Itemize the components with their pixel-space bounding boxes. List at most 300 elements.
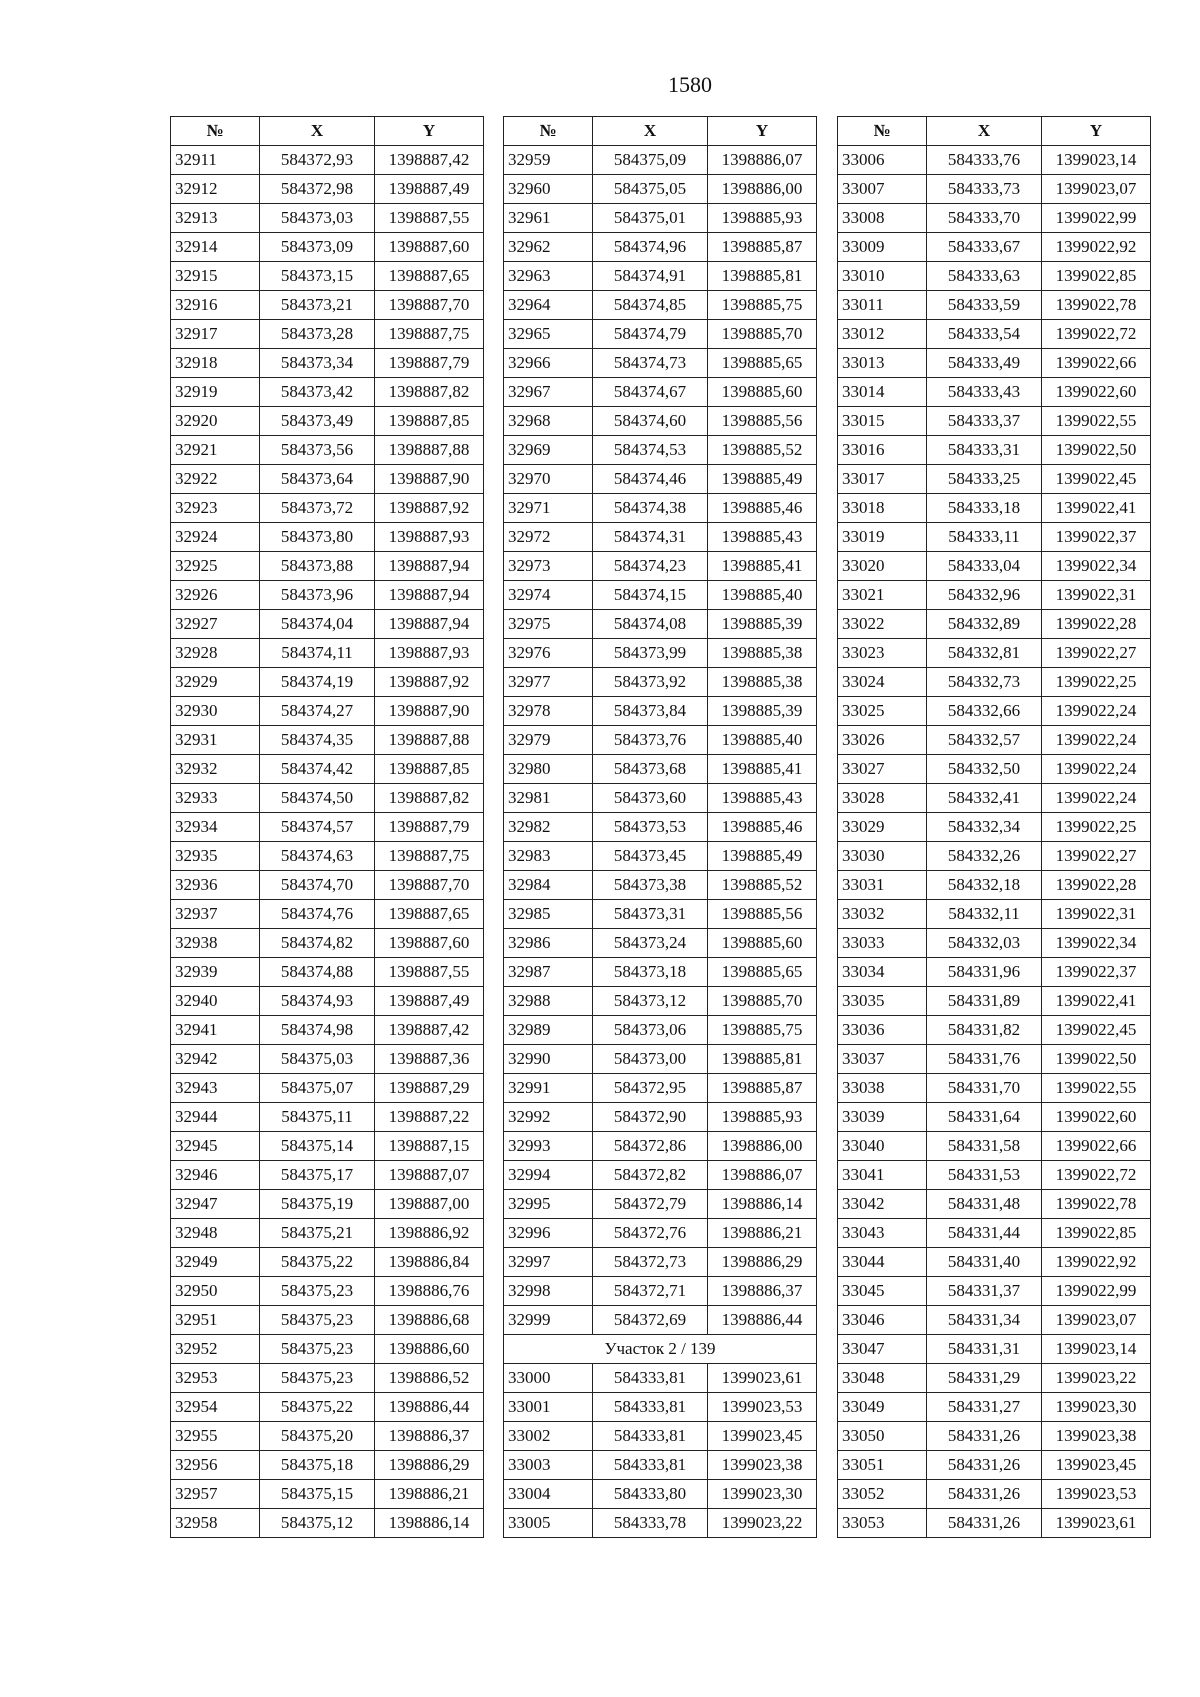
table-row (838, 1364, 1151, 1393)
point-number-cell: 32980 (504, 755, 593, 784)
y-coordinate-cell: 1398887,90 (375, 697, 484, 726)
x-coordinate-cell: 584373,60 (593, 784, 708, 813)
point-number-cell: 33029 (838, 813, 927, 842)
x-coordinate-cell: 584374,31 (593, 523, 708, 552)
x-coordinate-cell: 584375,12 (260, 1509, 375, 1538)
point-number-cell: 33005 (504, 1509, 593, 1538)
x-coordinate-cell: 584333,18 (927, 494, 1042, 523)
table-row (504, 1364, 817, 1393)
x-coordinate-cell: 584331,26 (927, 1451, 1042, 1480)
x-coordinate-cell: 584373,24 (593, 929, 708, 958)
table-row (504, 552, 817, 581)
table-row (171, 204, 484, 233)
y-coordinate-cell: 1398885,60 (708, 929, 817, 958)
y-coordinate-cell: 1398885,39 (708, 610, 817, 639)
x-coordinate-cell: 584333,63 (927, 262, 1042, 291)
table-row (838, 1335, 1151, 1364)
point-number-cell: 32920 (171, 407, 260, 436)
y-coordinate-cell: 1398886,76 (375, 1277, 484, 1306)
x-coordinate-cell: 584374,08 (593, 610, 708, 639)
x-coordinate-cell: 584333,04 (927, 552, 1042, 581)
y-coordinate-cell: 1398887,65 (375, 262, 484, 291)
point-number-cell: 32986 (504, 929, 593, 958)
y-coordinate-cell: 1398887,82 (375, 784, 484, 813)
x-coordinate-cell: 584331,27 (927, 1393, 1042, 1422)
table-row (504, 697, 817, 726)
y-coordinate-cell: 1399022,25 (1042, 813, 1151, 842)
point-number-cell: 32968 (504, 407, 593, 436)
table-row (838, 842, 1151, 871)
point-number-cell: 32991 (504, 1074, 593, 1103)
point-number-cell: 32975 (504, 610, 593, 639)
table-header-row (838, 117, 1151, 146)
y-coordinate-cell: 1398887,70 (375, 871, 484, 900)
point-number-cell: 33008 (838, 204, 927, 233)
x-coordinate-cell: 584372,69 (593, 1306, 708, 1335)
point-number-cell: 32928 (171, 639, 260, 668)
x-coordinate-cell: 584375,23 (260, 1306, 375, 1335)
y-coordinate-cell: 1398887,49 (375, 175, 484, 204)
table-row (504, 958, 817, 987)
x-coordinate-cell: 584332,18 (927, 871, 1042, 900)
y-coordinate-cell: 1398886,44 (375, 1393, 484, 1422)
point-number-cell: 32950 (171, 1277, 260, 1306)
x-coordinate-cell: 584374,15 (593, 581, 708, 610)
table-row (838, 697, 1151, 726)
x-coordinate-cell: 584372,79 (593, 1190, 708, 1219)
x-coordinate-cell: 584331,53 (927, 1161, 1042, 1190)
table-row (171, 639, 484, 668)
x-coordinate-cell: 584372,76 (593, 1219, 708, 1248)
y-coordinate-cell: 1398887,94 (375, 610, 484, 639)
point-number-cell: 33031 (838, 871, 927, 900)
x-coordinate-cell: 584373,72 (260, 494, 375, 523)
y-coordinate-cell: 1398885,43 (708, 784, 817, 813)
table-row (838, 494, 1151, 523)
x-coordinate-cell: 584333,59 (927, 291, 1042, 320)
point-number-cell: 33041 (838, 1161, 927, 1190)
point-number-cell: 32957 (171, 1480, 260, 1509)
y-coordinate-cell: 1398885,43 (708, 523, 817, 552)
y-coordinate-cell: 1398885,70 (708, 987, 817, 1016)
x-coordinate-cell: 584373,18 (593, 958, 708, 987)
x-coordinate-cell: 584373,96 (260, 581, 375, 610)
point-number-cell: 32967 (504, 378, 593, 407)
point-number-cell: 33007 (838, 175, 927, 204)
x-coordinate-cell: 584375,23 (260, 1335, 375, 1364)
point-number-cell: 33015 (838, 407, 927, 436)
y-coordinate-cell: 1398885,40 (708, 726, 817, 755)
point-number-cell: 33012 (838, 320, 927, 349)
y-coordinate-cell: 1398887,94 (375, 581, 484, 610)
table-row (838, 929, 1151, 958)
y-coordinate-cell: 1399022,55 (1042, 1074, 1151, 1103)
y-coordinate-cell: 1399022,72 (1042, 1161, 1151, 1190)
y-coordinate-cell: 1398885,41 (708, 755, 817, 784)
point-number-cell: 32979 (504, 726, 593, 755)
y-coordinate-cell: 1399023,07 (1042, 175, 1151, 204)
table-row (171, 1132, 484, 1161)
header-x: X (260, 117, 375, 146)
point-number-cell: 32983 (504, 842, 593, 871)
table-row (171, 871, 484, 900)
point-number-cell: 32972 (504, 523, 593, 552)
x-coordinate-cell: 584373,76 (593, 726, 708, 755)
x-coordinate-cell: 584374,23 (593, 552, 708, 581)
table-row (838, 1045, 1151, 1074)
x-coordinate-cell: 584332,03 (927, 929, 1042, 958)
y-coordinate-cell: 1398887,88 (375, 436, 484, 465)
table-row (504, 1393, 817, 1422)
table-row (171, 1219, 484, 1248)
table-row (171, 494, 484, 523)
y-coordinate-cell: 1399023,22 (1042, 1364, 1151, 1393)
y-coordinate-cell: 1399023,45 (708, 1422, 817, 1451)
point-number-cell: 33026 (838, 726, 927, 755)
header-y: Y (375, 117, 484, 146)
point-number-cell: 33048 (838, 1364, 927, 1393)
x-coordinate-cell: 584374,91 (593, 262, 708, 291)
point-number-cell: 33052 (838, 1480, 927, 1509)
y-coordinate-cell: 1398885,38 (708, 668, 817, 697)
y-coordinate-cell: 1399022,24 (1042, 755, 1151, 784)
x-coordinate-cell: 584375,03 (260, 1045, 375, 1074)
point-number-cell: 32995 (504, 1190, 593, 1219)
point-number-cell: 33044 (838, 1248, 927, 1277)
point-number-cell: 33011 (838, 291, 927, 320)
y-coordinate-cell: 1399022,24 (1042, 784, 1151, 813)
y-coordinate-cell: 1398886,21 (708, 1219, 817, 1248)
x-coordinate-cell: 584373,42 (260, 378, 375, 407)
point-number-cell: 32917 (171, 320, 260, 349)
y-coordinate-cell: 1399023,07 (1042, 1306, 1151, 1335)
point-number-cell: 32935 (171, 842, 260, 871)
point-number-cell: 32921 (171, 436, 260, 465)
point-number-cell: 33033 (838, 929, 927, 958)
y-coordinate-cell: 1398885,56 (708, 900, 817, 929)
y-coordinate-cell: 1399022,41 (1042, 987, 1151, 1016)
table-row (838, 639, 1151, 668)
point-number-cell: 33001 (504, 1393, 593, 1422)
y-coordinate-cell: 1399022,66 (1042, 1132, 1151, 1161)
page-number: 1580 (668, 72, 712, 97)
y-coordinate-cell: 1399022,27 (1042, 842, 1151, 871)
x-coordinate-cell: 584375,17 (260, 1161, 375, 1190)
x-coordinate-cell: 584375,19 (260, 1190, 375, 1219)
x-coordinate-cell: 584333,37 (927, 407, 1042, 436)
y-coordinate-cell: 1398887,85 (375, 407, 484, 436)
table-row (838, 175, 1151, 204)
table-row (171, 726, 484, 755)
y-coordinate-cell: 1398887,55 (375, 204, 484, 233)
x-coordinate-cell: 584373,92 (593, 668, 708, 697)
table-row (171, 262, 484, 291)
point-number-cell: 32969 (504, 436, 593, 465)
y-coordinate-cell: 1398886,37 (708, 1277, 817, 1306)
y-coordinate-cell: 1398887,55 (375, 958, 484, 987)
point-number-cell: 32915 (171, 262, 260, 291)
point-number-cell: 32947 (171, 1190, 260, 1219)
table-row (838, 204, 1151, 233)
y-coordinate-cell: 1398886,29 (375, 1451, 484, 1480)
point-number-cell: 32984 (504, 871, 593, 900)
y-coordinate-cell: 1399022,41 (1042, 494, 1151, 523)
point-number-cell: 32918 (171, 349, 260, 378)
x-coordinate-cell: 584331,58 (927, 1132, 1042, 1161)
y-coordinate-cell: 1399022,34 (1042, 552, 1151, 581)
table-row (171, 378, 484, 407)
x-coordinate-cell: 584372,98 (260, 175, 375, 204)
point-number-cell: 33046 (838, 1306, 927, 1335)
table-row (838, 523, 1151, 552)
point-number-cell: 33006 (838, 146, 927, 175)
x-coordinate-cell: 584374,42 (260, 755, 375, 784)
x-coordinate-cell: 584374,46 (593, 465, 708, 494)
x-coordinate-cell: 584331,26 (927, 1422, 1042, 1451)
point-number-cell: 32962 (504, 233, 593, 262)
y-coordinate-cell: 1398887,75 (375, 320, 484, 349)
x-coordinate-cell: 584374,19 (260, 668, 375, 697)
x-coordinate-cell: 584373,38 (593, 871, 708, 900)
x-coordinate-cell: 584374,73 (593, 349, 708, 378)
point-number-cell: 33039 (838, 1103, 927, 1132)
x-coordinate-cell: 584372,93 (260, 146, 375, 175)
x-coordinate-cell: 584332,96 (927, 581, 1042, 610)
x-coordinate-cell: 584331,70 (927, 1074, 1042, 1103)
table-row (838, 581, 1151, 610)
y-coordinate-cell: 1399023,22 (708, 1509, 817, 1538)
y-coordinate-cell: 1398885,52 (708, 436, 817, 465)
table-row (171, 436, 484, 465)
table-row (504, 1132, 817, 1161)
x-coordinate-cell: 584374,60 (593, 407, 708, 436)
y-coordinate-cell: 1398886,07 (708, 1161, 817, 1190)
point-number-cell: 32951 (171, 1306, 260, 1335)
table-row (504, 1190, 817, 1219)
x-coordinate-cell: 584373,68 (593, 755, 708, 784)
point-number-cell: 32964 (504, 291, 593, 320)
y-coordinate-cell: 1398887,94 (375, 552, 484, 581)
y-coordinate-cell: 1398885,87 (708, 233, 817, 262)
x-coordinate-cell: 584332,66 (927, 697, 1042, 726)
y-coordinate-cell: 1398886,52 (375, 1364, 484, 1393)
x-coordinate-cell: 584374,96 (593, 233, 708, 262)
table-row (504, 1045, 817, 1074)
point-number-cell: 32974 (504, 581, 593, 610)
table-row (504, 668, 817, 697)
table-row (171, 1451, 484, 1480)
y-coordinate-cell: 1398887,82 (375, 378, 484, 407)
x-coordinate-cell: 584374,98 (260, 1016, 375, 1045)
point-number-cell: 32938 (171, 929, 260, 958)
x-coordinate-cell: 584373,34 (260, 349, 375, 378)
table-row (171, 349, 484, 378)
x-coordinate-cell: 584373,49 (260, 407, 375, 436)
table-row (838, 465, 1151, 494)
table-row (504, 1074, 817, 1103)
point-number-cell: 32932 (171, 755, 260, 784)
table-row (838, 291, 1151, 320)
y-coordinate-cell: 1398886,68 (375, 1306, 484, 1335)
x-coordinate-cell: 584333,81 (593, 1364, 708, 1393)
table-row (838, 755, 1151, 784)
point-number-cell: 33021 (838, 581, 927, 610)
point-number-cell: 32963 (504, 262, 593, 291)
y-coordinate-cell: 1398886,84 (375, 1248, 484, 1277)
y-coordinate-cell: 1399022,99 (1042, 1277, 1151, 1306)
point-number-cell: 32994 (504, 1161, 593, 1190)
x-coordinate-cell: 584372,95 (593, 1074, 708, 1103)
y-coordinate-cell: 1398887,92 (375, 494, 484, 523)
y-coordinate-cell: 1398885,38 (708, 639, 817, 668)
table-row (838, 900, 1151, 929)
table-row (171, 1393, 484, 1422)
x-coordinate-cell: 584333,49 (927, 349, 1042, 378)
table-row (504, 784, 817, 813)
table-row (504, 610, 817, 639)
header-x: X (927, 117, 1042, 146)
point-number-cell: 32942 (171, 1045, 260, 1074)
y-coordinate-cell: 1398886,14 (708, 1190, 817, 1219)
x-coordinate-cell: 584333,81 (593, 1422, 708, 1451)
y-coordinate-cell: 1398887,93 (375, 523, 484, 552)
x-coordinate-cell: 584372,82 (593, 1161, 708, 1190)
point-number-cell: 32988 (504, 987, 593, 1016)
point-number-cell: 32976 (504, 639, 593, 668)
y-coordinate-cell: 1398886,07 (708, 146, 817, 175)
section-row (504, 1335, 817, 1364)
point-number-cell: 33032 (838, 900, 927, 929)
point-number-cell: 32925 (171, 552, 260, 581)
y-coordinate-cell: 1398886,21 (375, 1480, 484, 1509)
y-coordinate-cell: 1398887,93 (375, 639, 484, 668)
table-row (504, 523, 817, 552)
y-coordinate-cell: 1399023,53 (1042, 1480, 1151, 1509)
table-row (171, 407, 484, 436)
table-row (504, 842, 817, 871)
point-number-cell: 32958 (171, 1509, 260, 1538)
coordinates-table-3 (837, 116, 1151, 1538)
table-row (838, 668, 1151, 697)
table-row (838, 552, 1151, 581)
table-row (838, 1161, 1151, 1190)
point-number-cell: 32981 (504, 784, 593, 813)
y-coordinate-cell: 1398885,52 (708, 871, 817, 900)
point-number-cell: 32949 (171, 1248, 260, 1277)
x-coordinate-cell: 584374,53 (593, 436, 708, 465)
point-number-cell: 33000 (504, 1364, 593, 1393)
y-coordinate-cell: 1399022,27 (1042, 639, 1151, 668)
table-row (171, 175, 484, 204)
y-coordinate-cell: 1399022,50 (1042, 436, 1151, 465)
coordinates-table-1 (170, 116, 484, 1538)
x-coordinate-cell: 584373,84 (593, 697, 708, 726)
table-row (838, 813, 1151, 842)
x-coordinate-cell: 584374,11 (260, 639, 375, 668)
table-row (171, 755, 484, 784)
x-coordinate-cell: 584332,73 (927, 668, 1042, 697)
table-row (504, 1219, 817, 1248)
x-coordinate-cell: 584373,99 (593, 639, 708, 668)
y-coordinate-cell: 1398885,81 (708, 262, 817, 291)
point-number-cell: 32948 (171, 1219, 260, 1248)
x-coordinate-cell: 584331,89 (927, 987, 1042, 1016)
point-number-cell: 33043 (838, 1219, 927, 1248)
y-coordinate-cell: 1399022,60 (1042, 378, 1151, 407)
point-number-cell: 32977 (504, 668, 593, 697)
x-coordinate-cell: 584331,26 (927, 1480, 1042, 1509)
point-number-cell: 32953 (171, 1364, 260, 1393)
x-coordinate-cell: 584373,88 (260, 552, 375, 581)
y-coordinate-cell: 1399022,28 (1042, 871, 1151, 900)
point-number-cell: 32931 (171, 726, 260, 755)
table-row (171, 1277, 484, 1306)
y-coordinate-cell: 1399022,34 (1042, 929, 1151, 958)
point-number-cell: 32934 (171, 813, 260, 842)
point-number-cell: 32930 (171, 697, 260, 726)
point-number-cell: 33047 (838, 1335, 927, 1364)
x-coordinate-cell: 584331,34 (927, 1306, 1042, 1335)
x-coordinate-cell: 584373,03 (260, 204, 375, 233)
x-coordinate-cell: 584375,20 (260, 1422, 375, 1451)
y-coordinate-cell: 1398885,46 (708, 494, 817, 523)
table-row (504, 581, 817, 610)
point-number-cell: 32943 (171, 1074, 260, 1103)
table-row (838, 1219, 1151, 1248)
point-number-cell: 33002 (504, 1422, 593, 1451)
point-number-cell: 33042 (838, 1190, 927, 1219)
x-coordinate-cell: 584373,45 (593, 842, 708, 871)
table-row (171, 1248, 484, 1277)
table-row (504, 987, 817, 1016)
table-row (838, 1132, 1151, 1161)
point-number-cell: 33023 (838, 639, 927, 668)
table-row (171, 523, 484, 552)
table-row (838, 233, 1151, 262)
x-coordinate-cell: 584373,28 (260, 320, 375, 349)
x-coordinate-cell: 584373,53 (593, 813, 708, 842)
x-coordinate-cell: 584375,18 (260, 1451, 375, 1480)
table-row (838, 1480, 1151, 1509)
x-coordinate-cell: 584331,64 (927, 1103, 1042, 1132)
y-coordinate-cell: 1398885,56 (708, 407, 817, 436)
header-y: Y (1042, 117, 1151, 146)
x-coordinate-cell: 584375,01 (593, 204, 708, 233)
x-coordinate-cell: 584331,31 (927, 1335, 1042, 1364)
table-row (171, 900, 484, 929)
table-header-row (171, 117, 484, 146)
x-coordinate-cell: 584373,21 (260, 291, 375, 320)
point-number-cell: 33028 (838, 784, 927, 813)
y-coordinate-cell: 1398885,87 (708, 1074, 817, 1103)
table-row (171, 1016, 484, 1045)
x-coordinate-cell: 584332,50 (927, 755, 1042, 784)
point-number-cell: 33045 (838, 1277, 927, 1306)
point-number-cell: 32911 (171, 146, 260, 175)
y-coordinate-cell: 1399022,99 (1042, 204, 1151, 233)
x-coordinate-cell: 584375,07 (260, 1074, 375, 1103)
table-row (171, 1335, 484, 1364)
header-y: Y (708, 117, 817, 146)
point-number-cell: 32923 (171, 494, 260, 523)
table-row (171, 668, 484, 697)
point-number-cell: 32927 (171, 610, 260, 639)
x-coordinate-cell: 584333,67 (927, 233, 1042, 262)
table-row (171, 1045, 484, 1074)
point-number-cell: 32940 (171, 987, 260, 1016)
x-coordinate-cell: 584375,22 (260, 1393, 375, 1422)
table-row (171, 1422, 484, 1451)
